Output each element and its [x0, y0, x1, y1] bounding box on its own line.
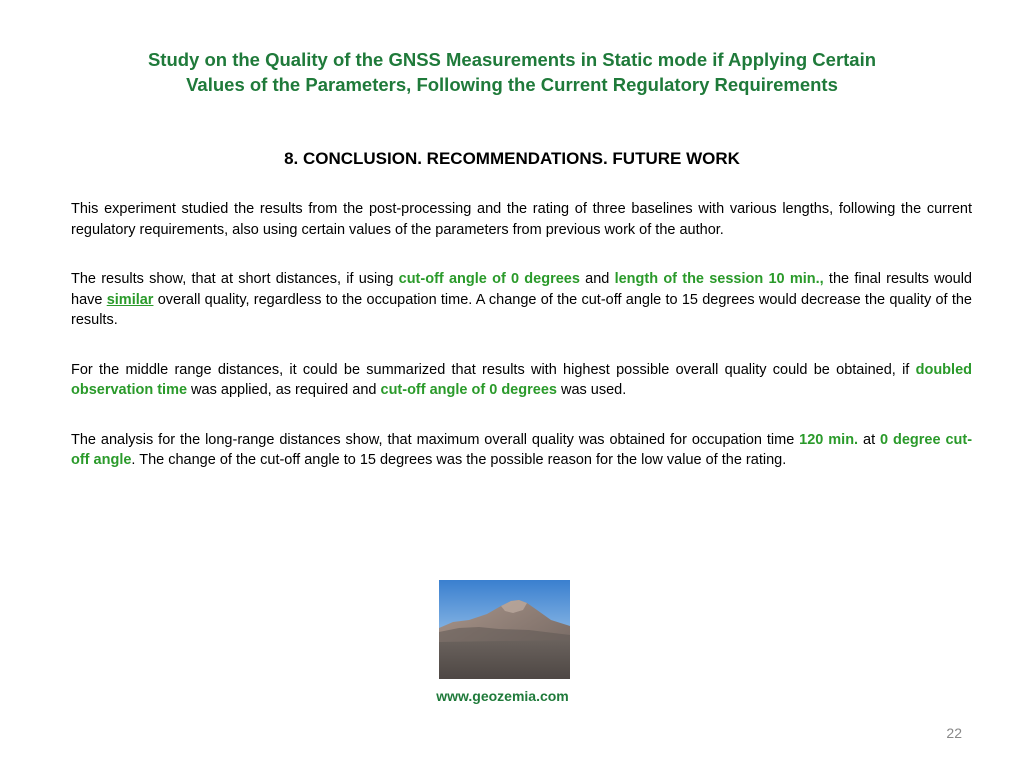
volcano-photo [439, 580, 570, 679]
paragraph-2-text-3: the final results would have [71, 271, 972, 308]
page-number: 22 [946, 725, 962, 741]
body-text [71, 199, 972, 500]
paragraph-2-highlight-1: cut-off angle of 0 degrees [398, 271, 580, 287]
paragraph-2 [71, 269, 972, 331]
paragraph-2-highlight-2: length of the session 10 min., [614, 271, 824, 287]
paragraph-2-text-4: overall quality, regardless to the occupation time. A change of the cut-off angle to 15 degrees would decrease the quality of the results. [71, 291, 972, 328]
paragraph-4-highlight-1: 120 min. [799, 431, 859, 448]
paragraph-3-text-3: was used. [556, 382, 627, 398]
paragraph-3-highlight-2: cut-off angle of 0 degrees [380, 382, 557, 398]
paragraph-1: This experiment studied the results from the post-processing and the rating of three baselines with various lengths, following the current regulatory requirements, also using certain values of the parameters from previous work of the author. [71, 201, 972, 238]
paragraph-2-text-1: The results show, that at short distances, if using [71, 271, 399, 287]
slide-title-line-2: Values of the Parameters, Following the Current Regulatory Requirements [186, 74, 838, 95]
paragraph-4-text-3: . The change of the cut-off angle to 15 degrees was the possible reason for the low value of the rating. [131, 452, 787, 468]
paragraph-2-highlight-3: similar [106, 291, 154, 308]
paragraph-2-text-2: and [579, 271, 615, 287]
slide-title-line-1: Study on the Quality of the GNSS Measurements in Static mode if Applying Certain [147, 49, 877, 70]
paragraph-4-text-2: at [858, 431, 881, 448]
paragraph-4 [71, 430, 972, 471]
paragraph-3-text-1: For the middle range distances, it could be summarized that results with highest possible overall quality could be obtained, if [71, 361, 916, 378]
paragraph-4-text-1: The analysis for the long-range distances show, that maximum overall quality was obtained for occupation time [71, 431, 800, 448]
paragraph-3-highlight-1: doubled observation time [71, 361, 972, 398]
paragraph-3 [71, 360, 972, 401]
slide-title [60, 47, 964, 97]
paragraph-3-text-2: was applied, as required and [187, 382, 381, 398]
section-heading: 8. CONCLUSION. RECOMMENDATIONS. FUTURE WORK [284, 149, 740, 168]
website-link[interactable]: www.geozemia.com [436, 688, 569, 704]
paragraph-4-highlight-2: 0 degree cut-off angle [71, 431, 973, 468]
